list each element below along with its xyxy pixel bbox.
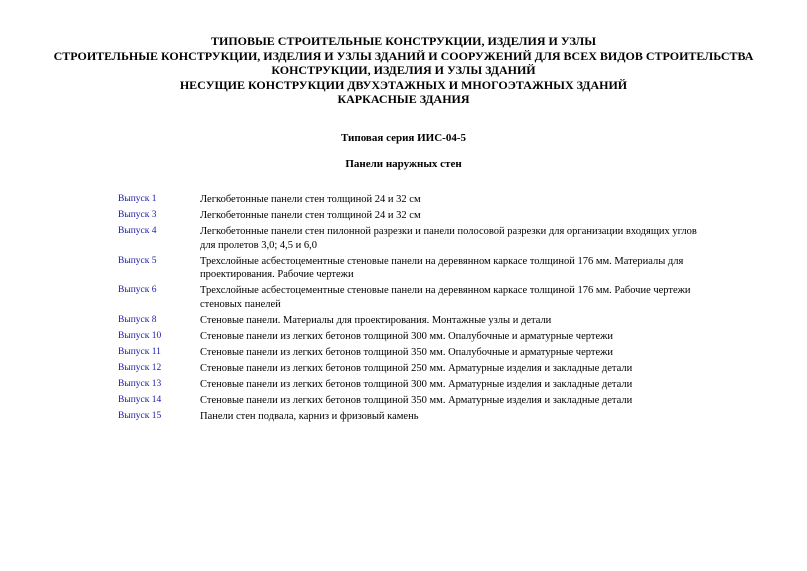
- header-line-2: СТРОИТЕЛЬНЫЕ КОНСТРУКЦИИ, ИЗДЕЛИЯ И УЗЛЫ ЗДАНИЙ И СООРУЖЕНИЙ ДЛЯ ВСЕХ ВИДОВ СТРОИТЕЛЬСТВА: [53, 48, 754, 63]
- issue-link-8[interactable]: Выпуск 8: [118, 314, 157, 325]
- issue-description: Легкобетонные панели стен толщиной 24 и 32 см: [200, 194, 421, 205]
- issue-row: [118, 394, 758, 408]
- issue-link-12[interactable]: Выпуск 12: [118, 362, 162, 373]
- header-line-4: НЕСУЩИЕ КОНСТРУКЦИИ ДВУХЭТАЖНЫХ И МНОГОЭТАЖНЫХ ЗДАНИЙ: [179, 77, 628, 92]
- issue-description: Стеновые панели из легких бетонов толщиной 350 мм. Арматурные изделия и закладные детали: [200, 394, 633, 406]
- issue-link-6[interactable]: Выпуск 6: [118, 285, 157, 295]
- issue-description: Стеновые панели из легких бетонов толщиной 350 мм. Опалубочные и арматурные чертежи: [200, 346, 613, 358]
- issue-row: [118, 284, 758, 311]
- issue-link-5[interactable]: Выпуск 5: [118, 255, 157, 266]
- issue-description: Трехслойные асбестоцементные стеновые панели на деревянном каркасе толщиной 176 мм. Материалы для проектирования. Рабочие чертежи: [200, 255, 684, 280]
- issue-row: [118, 314, 758, 328]
- issue-row: [118, 410, 758, 424]
- issue-list: [118, 193, 758, 426]
- issue-description: Легкобетонные панели стен толщиной 24 и 32 см: [200, 210, 421, 221]
- issue-row: [118, 346, 758, 360]
- issue-link-10[interactable]: Выпуск 10: [118, 330, 162, 341]
- issue-description: Стеновые панели. Материалы для проектирования. Монтажные узлы и детали: [200, 314, 552, 326]
- series-title: Типовая серия ИИС-04-5: [340, 132, 467, 144]
- issue-link-3[interactable]: Выпуск 3: [118, 210, 157, 220]
- issue-link-15[interactable]: Выпуск 15: [118, 410, 162, 421]
- issue-row: [118, 362, 758, 376]
- issue-row: [118, 255, 758, 282]
- header-line-3: КОНСТРУКЦИИ, ИЗДЕЛИЯ И УЗЛЫ ЗДАНИЙ: [271, 63, 536, 77]
- issue-link-11[interactable]: Выпуск 11: [118, 346, 161, 357]
- issue-row: [118, 225, 758, 252]
- issue-description: Легкобетонные панели стен пилонной разрезки и панели полосовой разрезки для организации входящих углов для пролетов 3,0; 4,5 и 6,0: [200, 226, 697, 251]
- header-line-1: ТИПОВЫЕ СТРОИТЕЛЬНЫЕ КОНСТРУКЦИИ, ИЗДЕЛИЯ И УЗЛЫ: [210, 34, 596, 48]
- issue-row: [118, 209, 758, 223]
- issue-description: Стеновые панели из легких бетонов толщиной 300 мм. Опалубочные и арматурные чертежи: [200, 330, 613, 342]
- issue-link-14[interactable]: Выпуск 14: [118, 394, 162, 405]
- issue-row: [118, 193, 758, 207]
- issue-row: [118, 330, 758, 344]
- issue-link-13[interactable]: Выпуск 13: [118, 378, 162, 389]
- issue-link-4[interactable]: Выпуск 4: [118, 226, 157, 236]
- issue-description: Панели стен подвала, карниз и фризовый камень: [200, 410, 419, 422]
- issue-row: [118, 378, 758, 392]
- issue-link-1[interactable]: Выпуск 1: [118, 194, 157, 204]
- issue-description: Стеновые панели из легких бетонов толщиной 250 мм. Арматурные изделия и закладные детали: [200, 362, 633, 374]
- issue-description: Стеновые панели из легких бетонов толщиной 300 мм. Арматурные изделия и закладные детали: [200, 378, 633, 390]
- series-subtitle: Панели наружных стен: [345, 158, 462, 170]
- header-line-5: КАРКАСНЫЕ ЗДАНИЯ: [337, 92, 470, 106]
- issue-description: Трехслойные асбестоцементные стеновые панели на деревянном каркасе толщиной 176 мм. Рабочие чертежи стеновых панелей: [200, 285, 691, 310]
- document-header: [0, 34, 807, 107]
